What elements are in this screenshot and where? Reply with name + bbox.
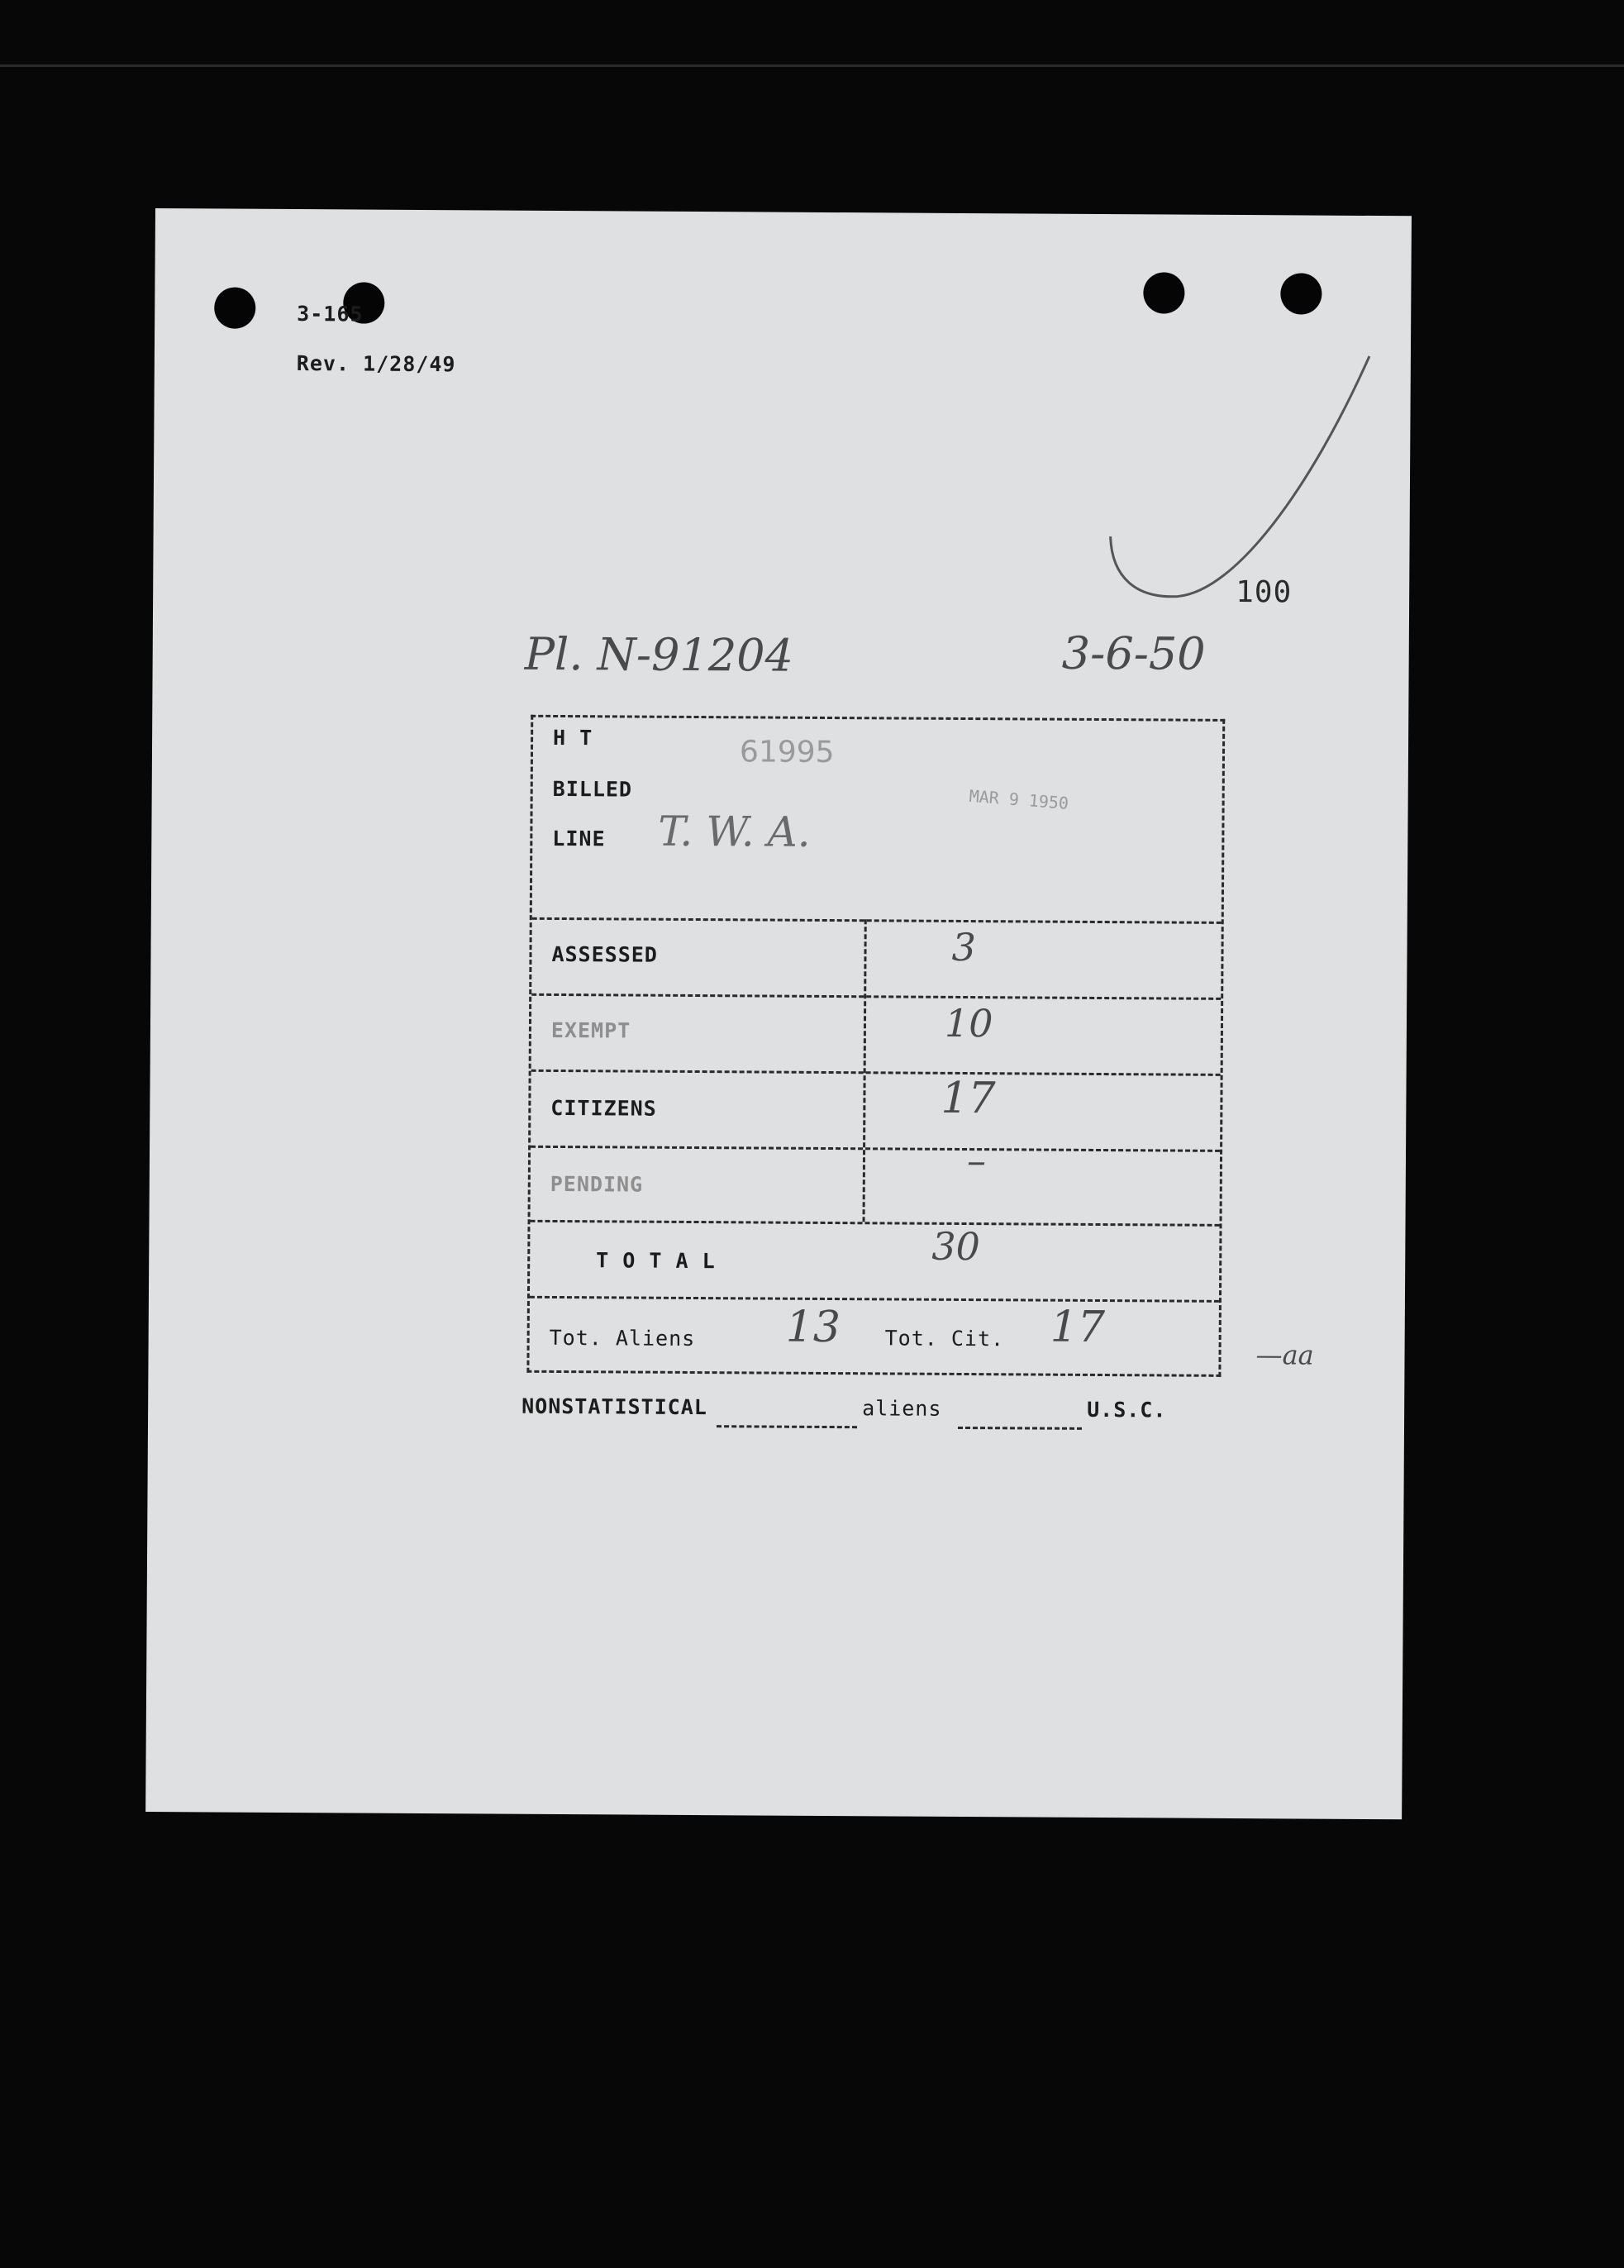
row-label-citizens: CITIZENS bbox=[550, 1095, 657, 1121]
page-number: 100 bbox=[1236, 574, 1293, 610]
row-label-exempt: EXEMPT bbox=[550, 1017, 631, 1043]
row-label-assessed: ASSESSED bbox=[551, 941, 659, 967]
divider-totals bbox=[530, 1296, 1219, 1303]
row-value-citizens: 17 bbox=[941, 1073, 996, 1124]
divider-header bbox=[532, 917, 1222, 924]
aliens-label: aliens bbox=[862, 1396, 942, 1421]
column-divider bbox=[863, 919, 867, 1222]
total-value: 30 bbox=[931, 1223, 981, 1270]
date-stamp: MAR 9 1950 bbox=[968, 785, 1069, 813]
divider-total bbox=[531, 1220, 1220, 1227]
total-aliens-label: Tot. Aliens bbox=[549, 1325, 696, 1351]
divider-row-3 bbox=[531, 1146, 1220, 1152]
nonstatistical-label: NONSTATISTICAL bbox=[521, 1394, 707, 1420]
label-billed: BILLED bbox=[552, 776, 633, 802]
handwritten-date: 3-6-50 bbox=[1061, 627, 1206, 680]
form-number: 3-165 bbox=[297, 302, 364, 326]
usc-label: U.S.C. bbox=[1087, 1397, 1167, 1422]
carrier-name: T. W. A. bbox=[658, 807, 811, 856]
punch-hole-left-1 bbox=[214, 287, 255, 328]
total-citizens-value: 17 bbox=[1050, 1302, 1106, 1353]
punch-hole-right-1 bbox=[1143, 272, 1184, 313]
divider-row-1 bbox=[531, 993, 1221, 1000]
stamp-number: 61995 bbox=[739, 735, 835, 770]
aliens-blank-line bbox=[717, 1425, 857, 1428]
total-label: T O T A L bbox=[596, 1248, 716, 1274]
label-ht: H T bbox=[553, 725, 593, 750]
document-page bbox=[145, 208, 1412, 1819]
check-mark-icon bbox=[1103, 338, 1378, 604]
punch-hole-right-2 bbox=[1280, 273, 1322, 314]
total-aliens-value: 13 bbox=[785, 1302, 841, 1353]
statistics-form bbox=[526, 715, 1225, 1377]
row-label-pending: PENDING bbox=[550, 1171, 644, 1197]
label-line: LINE bbox=[552, 826, 606, 851]
form-revision: Rev. 1/28/49 bbox=[296, 351, 456, 377]
usc-blank-line bbox=[958, 1427, 1082, 1430]
row-value-assessed: 3 bbox=[951, 924, 977, 970]
handwritten-reference: Pl. N-91204 bbox=[524, 627, 794, 682]
row-value-pending: – bbox=[966, 1138, 987, 1184]
total-citizens-label: Tot. Cit. bbox=[884, 1326, 1005, 1351]
margin-initials: —aa bbox=[1255, 1339, 1314, 1371]
scan-edge-line bbox=[0, 64, 1624, 67]
divider-row-2 bbox=[531, 1070, 1221, 1076]
row-value-exempt: 10 bbox=[944, 1000, 993, 1046]
